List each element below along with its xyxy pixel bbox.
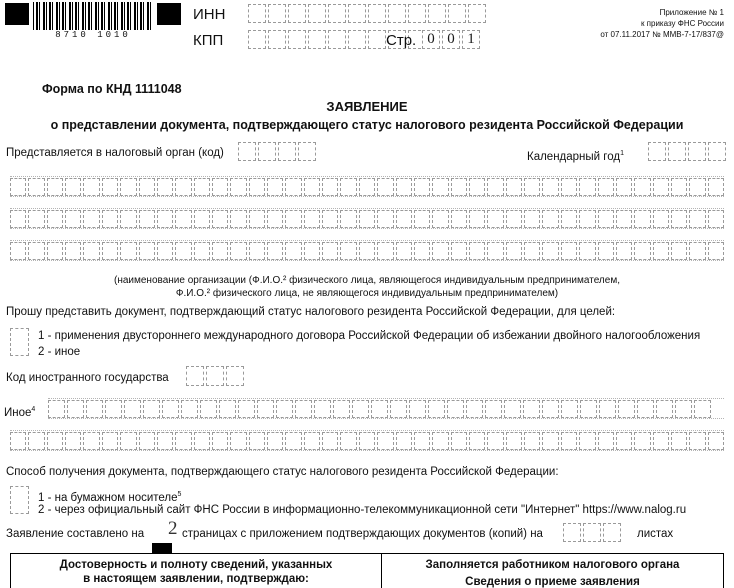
organization-name-cell[interactable] — [10, 242, 26, 260]
organization-name-cell[interactable] — [175, 242, 191, 260]
organization-name-cell[interactable] — [616, 210, 632, 228]
calendar-year-cell[interactable] — [708, 142, 726, 161]
organization-name-cell[interactable] — [139, 178, 155, 196]
organization-name-cell[interactable] — [83, 242, 99, 260]
page-subtitle: о представлении документа, подтверждающего статус налогового резидента Российской Федерации — [50, 118, 684, 132]
other-cell[interactable] — [599, 400, 616, 418]
other-cell[interactable] — [598, 432, 614, 450]
organization-name-cell[interactable] — [487, 178, 503, 196]
organization-name-cell[interactable] — [506, 210, 522, 228]
organization-name-cell[interactable] — [542, 178, 558, 196]
organization-name-cell[interactable] — [653, 210, 669, 228]
organization-name-row-1[interactable] — [10, 176, 724, 197]
calendar-year-field[interactable] — [648, 142, 726, 161]
other-cell[interactable] — [506, 432, 522, 450]
organization-name-cell[interactable] — [212, 242, 228, 260]
pages-line-prefix: Заявление составлено на — [6, 528, 145, 540]
other-cell[interactable] — [694, 400, 711, 418]
other-cell[interactable] — [340, 432, 356, 450]
inn-field[interactable] — [248, 4, 486, 23]
organization-name-cell[interactable] — [506, 242, 522, 260]
other-cell[interactable] — [249, 432, 265, 450]
kpp-cell[interactable] — [328, 30, 346, 49]
other-cell[interactable] — [428, 400, 445, 418]
organization-name-cell[interactable] — [396, 178, 412, 196]
calendar-year-cell[interactable] — [648, 142, 666, 161]
purpose-option-2[interactable]: 2 - иное — [38, 346, 81, 358]
organization-name-cell[interactable] — [359, 210, 375, 228]
organization-name-cell[interactable] — [524, 178, 540, 196]
other-cell[interactable] — [139, 432, 155, 450]
tax-officer-column — [382, 554, 724, 588]
bottom-table — [10, 553, 724, 588]
other-cell[interactable] — [143, 400, 160, 418]
delivery-option-1-footnote: 5 — [177, 491, 182, 498]
other-cell[interactable] — [276, 400, 293, 418]
organization-name-cell[interactable] — [47, 178, 63, 196]
confirmation-line-1: Достоверность и полноту сведений, указанных — [59, 559, 333, 571]
organization-name-cell[interactable] — [653, 178, 669, 196]
other-cell[interactable] — [653, 432, 669, 450]
organization-name-cell[interactable] — [469, 242, 485, 260]
organization-name-cell[interactable] — [47, 242, 63, 260]
inn-cell[interactable] — [388, 4, 406, 23]
sheets-count-cell[interactable] — [563, 523, 581, 542]
organization-name-cell[interactable] — [120, 242, 136, 260]
organization-name-cell[interactable] — [212, 178, 228, 196]
organization-name-cell[interactable] — [708, 242, 724, 260]
other-cell[interactable] — [542, 400, 559, 418]
other-cell[interactable] — [579, 432, 595, 450]
organization-name-cell[interactable] — [377, 178, 393, 196]
organization-name-cell[interactable] — [340, 178, 356, 196]
organization-name-cell[interactable] — [230, 210, 246, 228]
sheets-count-cell[interactable] — [583, 523, 601, 542]
delivery-option-1-text: 1 - на бумажном носителе — [38, 491, 178, 504]
other-cell[interactable] — [675, 400, 692, 418]
organization-name-cell[interactable] — [120, 210, 136, 228]
organization-name-cell[interactable] — [120, 178, 136, 196]
registration-mark-bottom-center — [152, 543, 172, 553]
organization-name-cell[interactable] — [524, 210, 540, 228]
organization-name-cell[interactable] — [194, 242, 210, 260]
organization-name-cell[interactable] — [451, 210, 467, 228]
organization-name-cell[interactable] — [157, 242, 173, 260]
foreign-state-code-field[interactable] — [186, 366, 244, 386]
organization-name-cell[interactable] — [671, 242, 687, 260]
other-cell[interactable] — [120, 432, 136, 450]
other-cell[interactable] — [322, 432, 338, 450]
organization-name-cell[interactable] — [542, 242, 558, 260]
tax-authority-code-cell[interactable] — [238, 142, 256, 161]
other-cell[interactable] — [561, 400, 578, 418]
other-cell[interactable] — [157, 432, 173, 450]
other-cell[interactable] — [671, 432, 687, 450]
organization-name-cell[interactable] — [322, 210, 338, 228]
organization-name-row-3[interactable] — [10, 240, 724, 261]
organization-name-cell[interactable] — [65, 242, 81, 260]
other-cell[interactable] — [396, 432, 412, 450]
organization-name-cell[interactable] — [47, 210, 63, 228]
other-cell[interactable] — [432, 432, 448, 450]
tax-authority-code-field[interactable] — [238, 142, 316, 161]
other-cell[interactable] — [219, 400, 236, 418]
confirmation-line-2: в настоящем заявлении, подтверждаю: — [83, 573, 309, 585]
organization-name-cell[interactable] — [689, 178, 705, 196]
calendar-year-label-text: Календарный год — [527, 150, 621, 163]
other-cell[interactable] — [28, 432, 44, 450]
inn-cell[interactable] — [328, 4, 346, 23]
barcode-digits: 8710 1010 — [33, 30, 153, 40]
other-cell[interactable] — [162, 400, 179, 418]
other-cell[interactable] — [487, 432, 503, 450]
kpp-cell[interactable] — [288, 30, 306, 49]
organization-name-cell[interactable] — [267, 242, 283, 260]
other-cell[interactable] — [524, 432, 540, 450]
organization-name-cell[interactable] — [561, 242, 577, 260]
delivery-option-1[interactable] — [38, 488, 181, 505]
organization-name-cell[interactable] — [579, 210, 595, 228]
organization-name-cell[interactable] — [414, 210, 430, 228]
page-number-cell[interactable]: 0 — [442, 30, 460, 49]
tax-officer-line-1: Заполняется работником налогового органа — [425, 559, 680, 571]
organization-name-cell[interactable] — [634, 210, 650, 228]
tax-authority-code-cell[interactable] — [298, 142, 316, 161]
tax-authority-code-cell[interactable] — [258, 142, 276, 161]
other-cell[interactable] — [689, 432, 705, 450]
organization-name-cell[interactable] — [139, 242, 155, 260]
organization-name-cell[interactable] — [65, 178, 81, 196]
inn-label: ИНН — [193, 6, 226, 23]
other-cell[interactable] — [194, 432, 210, 450]
other-cell[interactable] — [466, 400, 483, 418]
inn-cell[interactable] — [428, 4, 446, 23]
other-cell[interactable] — [200, 400, 217, 418]
inn-cell[interactable] — [348, 4, 366, 23]
other-cell[interactable] — [359, 432, 375, 450]
other-cell[interactable] — [67, 400, 84, 418]
purpose-intro: Прошу представить документ, подтверждающий статус налогового резидента Российской Федерации, для целей: — [6, 306, 616, 318]
other-cell[interactable] — [238, 400, 255, 418]
delivery-checkbox[interactable] — [10, 486, 29, 514]
organization-name-cell[interactable] — [506, 178, 522, 196]
organization-name-note-line-1: (наименование организации (Ф.И.О.² физического лица, являющегося индивидуальным предпринимателем, — [114, 275, 620, 286]
organization-name-cell[interactable] — [65, 210, 81, 228]
organization-name-cell[interactable] — [432, 178, 448, 196]
purpose-option-1[interactable]: 1 - применения двустороннего международного договора Российской Федерации об избежании двойного налогообложения — [38, 330, 701, 342]
organization-name-cell[interactable] — [414, 178, 430, 196]
pages-line-suffix: листах — [637, 528, 674, 540]
barcode — [33, 2, 153, 48]
organization-name-cell[interactable] — [579, 242, 595, 260]
organization-name-cell[interactable] — [396, 210, 412, 228]
organization-name-cell[interactable] — [267, 178, 283, 196]
calendar-year-cell[interactable] — [668, 142, 686, 161]
other-cell[interactable] — [618, 400, 635, 418]
registration-mark-top-left — [5, 3, 29, 25]
other-cell[interactable] — [65, 432, 81, 450]
inn-cell[interactable] — [288, 4, 306, 23]
organization-name-cell[interactable] — [285, 242, 301, 260]
inn-cell[interactable] — [248, 4, 266, 23]
organization-name-cell[interactable] — [102, 210, 118, 228]
organization-name-cell[interactable] — [322, 242, 338, 260]
tax-authority-code-cell[interactable] — [278, 142, 296, 161]
appendix-line-3: от 07.11.2017 № ММВ-7-17/837@ — [600, 30, 724, 39]
calendar-year-label — [527, 147, 624, 164]
organization-name-cell[interactable] — [304, 178, 320, 196]
organization-name-cell[interactable] — [340, 210, 356, 228]
organization-name-cell[interactable] — [616, 178, 632, 196]
other-cell[interactable] — [83, 432, 99, 450]
other-label — [4, 403, 35, 420]
organization-name-cell[interactable] — [469, 210, 485, 228]
other-cell[interactable] — [451, 432, 467, 450]
page-number-field[interactable] — [422, 30, 480, 49]
other-cell[interactable] — [295, 400, 312, 418]
organization-name-cell[interactable] — [451, 178, 467, 196]
confirmation-column — [10, 554, 382, 588]
sheets-count-field[interactable] — [563, 523, 621, 542]
appendix-line-2: к приказу ФНС России — [640, 19, 724, 28]
other-cell[interactable] — [409, 400, 426, 418]
foreign-state-code-cell[interactable] — [226, 366, 244, 386]
foreign-state-code-cell[interactable] — [206, 366, 224, 386]
organization-name-cell[interactable] — [175, 178, 191, 196]
organization-name-cell[interactable] — [634, 178, 650, 196]
organization-name-cell[interactable] — [249, 178, 265, 196]
organization-name-cell[interactable] — [230, 178, 246, 196]
other-label-text: Иное — [4, 406, 32, 419]
other-cell[interactable] — [181, 400, 198, 418]
other-cell[interactable] — [469, 432, 485, 450]
page-number-cell[interactable]: 0 — [422, 30, 440, 49]
kpp-label: КПП — [193, 32, 224, 49]
organization-name-cell[interactable] — [524, 242, 540, 260]
organization-name-cell[interactable] — [359, 242, 375, 260]
other-cell[interactable] — [102, 432, 118, 450]
kpp-cell[interactable] — [268, 30, 286, 49]
organization-name-cell[interactable] — [249, 210, 265, 228]
inn-cell[interactable] — [308, 4, 326, 23]
foreign-state-code-cell[interactable] — [186, 366, 204, 386]
knd-form-label: Форма по КНД 1111048 — [42, 82, 182, 96]
pages-line-middle: страницах с приложением подтверждающих документов (копий) на — [182, 528, 543, 540]
organization-name-cell[interactable] — [377, 210, 393, 228]
other-cell[interactable] — [580, 400, 597, 418]
other-cell[interactable] — [447, 400, 464, 418]
other-footnote: 4 — [31, 406, 36, 413]
organization-name-cell[interactable] — [285, 210, 301, 228]
organization-name-cell[interactable] — [304, 210, 320, 228]
other-cell[interactable] — [542, 432, 558, 450]
other-cell[interactable] — [616, 432, 632, 450]
tax-authority-label: Представляется в налоговый орган (код) — [6, 147, 224, 159]
other-cell[interactable] — [656, 400, 673, 418]
other-cell[interactable] — [377, 432, 393, 450]
other-cell[interactable] — [105, 400, 122, 418]
organization-name-cell[interactable] — [28, 178, 44, 196]
other-cell[interactable] — [285, 432, 301, 450]
organization-name-cell[interactable] — [28, 210, 44, 228]
organization-name-cell[interactable] — [83, 178, 99, 196]
organization-name-cell[interactable] — [708, 178, 724, 196]
organization-name-cell[interactable] — [598, 178, 614, 196]
other-cell[interactable] — [10, 432, 26, 450]
organization-name-cell[interactable] — [194, 210, 210, 228]
organization-name-cell[interactable] — [102, 242, 118, 260]
organization-name-cell[interactable] — [322, 178, 338, 196]
other-cell[interactable] — [371, 400, 388, 418]
organization-name-cell[interactable] — [487, 210, 503, 228]
organization-name-cell[interactable] — [83, 210, 99, 228]
other-cell[interactable] — [637, 400, 654, 418]
organization-name-cell[interactable] — [359, 178, 375, 196]
organization-name-cell[interactable] — [598, 210, 614, 228]
organization-name-cell[interactable] — [542, 210, 558, 228]
organization-name-cell[interactable] — [267, 210, 283, 228]
other-cell[interactable] — [124, 400, 141, 418]
organization-name-cell[interactable] — [689, 210, 705, 228]
organization-name-cell[interactable] — [396, 242, 412, 260]
organization-name-cell[interactable] — [671, 210, 687, 228]
page-number-cell[interactable]: 1 — [462, 30, 480, 49]
other-cell[interactable] — [333, 400, 350, 418]
organization-name-cell[interactable] — [139, 210, 155, 228]
organization-name-cell[interactable] — [432, 210, 448, 228]
organization-name-cell[interactable] — [285, 178, 301, 196]
purpose-checkbox[interactable] — [10, 328, 29, 356]
other-cell[interactable] — [523, 400, 540, 418]
organization-name-cell[interactable] — [10, 178, 26, 196]
kpp-cell[interactable] — [308, 30, 326, 49]
organization-name-note-line-2: Ф.И.О.² физического лица, не являющегося индивидуальным предпринимателем) — [175, 288, 559, 299]
organization-name-cell[interactable] — [689, 242, 705, 260]
tax-officer-line-2: Сведения о приеме заявления — [465, 576, 640, 588]
registration-mark-top-right — [157, 3, 181, 25]
organization-name-cell[interactable] — [175, 210, 191, 228]
other-cell[interactable] — [230, 432, 246, 450]
other-cell[interactable] — [47, 432, 63, 450]
other-cell[interactable] — [390, 400, 407, 418]
other-cell[interactable] — [314, 400, 331, 418]
pages-count-value[interactable]: 2 — [168, 518, 178, 539]
foreign-state-code-label: Код иностранного государства — [6, 372, 169, 384]
other-cell[interactable] — [48, 400, 65, 418]
organization-name-cell[interactable] — [708, 210, 724, 228]
organization-name-cell[interactable] — [28, 242, 44, 260]
inn-cell[interactable] — [468, 4, 486, 23]
organization-name-cell[interactable] — [616, 242, 632, 260]
organization-name-cell[interactable] — [487, 242, 503, 260]
page-number-label: Стр. — [386, 32, 417, 49]
organization-name-cell[interactable] — [634, 242, 650, 260]
organization-name-cell[interactable] — [340, 242, 356, 260]
organization-name-cell[interactable] — [432, 242, 448, 260]
other-cell[interactable] — [212, 432, 228, 450]
organization-name-cell[interactable] — [157, 178, 173, 196]
organization-name-cell[interactable] — [194, 178, 210, 196]
other-cell[interactable] — [708, 432, 724, 450]
inn-cell[interactable] — [368, 4, 386, 23]
other-cell[interactable] — [267, 432, 283, 450]
kpp-cell[interactable] — [368, 30, 386, 49]
inn-cell[interactable] — [408, 4, 426, 23]
kpp-cell[interactable] — [348, 30, 366, 49]
organization-name-cell[interactable] — [10, 210, 26, 228]
organization-name-cell[interactable] — [469, 178, 485, 196]
other-cell[interactable] — [414, 432, 430, 450]
other-row-1[interactable] — [48, 398, 724, 419]
other-cell[interactable] — [257, 400, 274, 418]
organization-name-cell[interactable] — [671, 178, 687, 196]
page-title: ЗАЯВЛЕНИЕ — [326, 99, 408, 114]
delivery-intro: Способ получения документа, подтверждающего статус налогового резидента Российской Федерации: — [6, 466, 559, 478]
other-cell[interactable] — [352, 400, 369, 418]
organization-name-cell[interactable] — [653, 242, 669, 260]
organization-name-cell[interactable] — [212, 210, 228, 228]
organization-name-cell[interactable] — [249, 242, 265, 260]
organization-name-cell[interactable] — [579, 178, 595, 196]
calendar-year-cell[interactable] — [688, 142, 706, 161]
other-row-2[interactable] — [10, 430, 724, 451]
organization-name-cell[interactable] — [598, 242, 614, 260]
sheets-count-cell[interactable] — [603, 523, 621, 542]
other-cell[interactable] — [561, 432, 577, 450]
organization-name-cell[interactable] — [561, 178, 577, 196]
organization-name-cell[interactable] — [102, 178, 118, 196]
other-cell[interactable] — [634, 432, 650, 450]
inn-cell[interactable] — [268, 4, 286, 23]
organization-name-row-2[interactable] — [10, 208, 724, 229]
other-cell[interactable] — [504, 400, 521, 418]
other-cell[interactable] — [304, 432, 320, 450]
organization-name-cell[interactable] — [230, 242, 246, 260]
appendix-line-1: Приложение № 1 — [659, 8, 724, 17]
calendar-year-footnote: 1 — [620, 150, 624, 157]
other-cell[interactable] — [485, 400, 502, 418]
organization-name-cell[interactable] — [561, 210, 577, 228]
organization-name-cell[interactable] — [377, 242, 393, 260]
other-cell[interactable] — [175, 432, 191, 450]
delivery-option-2[interactable]: 2 - через официальный сайт ФНС России в информационно-телекоммуникационной сети "Интернет" https://www.nalog.ru — [38, 504, 687, 516]
organization-name-cell[interactable] — [414, 242, 430, 260]
organization-name-cell[interactable] — [304, 242, 320, 260]
organization-name-cell[interactable] — [157, 210, 173, 228]
organization-name-cell[interactable] — [451, 242, 467, 260]
kpp-cell[interactable] — [248, 30, 266, 49]
other-cell[interactable] — [86, 400, 103, 418]
inn-cell[interactable] — [448, 4, 466, 23]
